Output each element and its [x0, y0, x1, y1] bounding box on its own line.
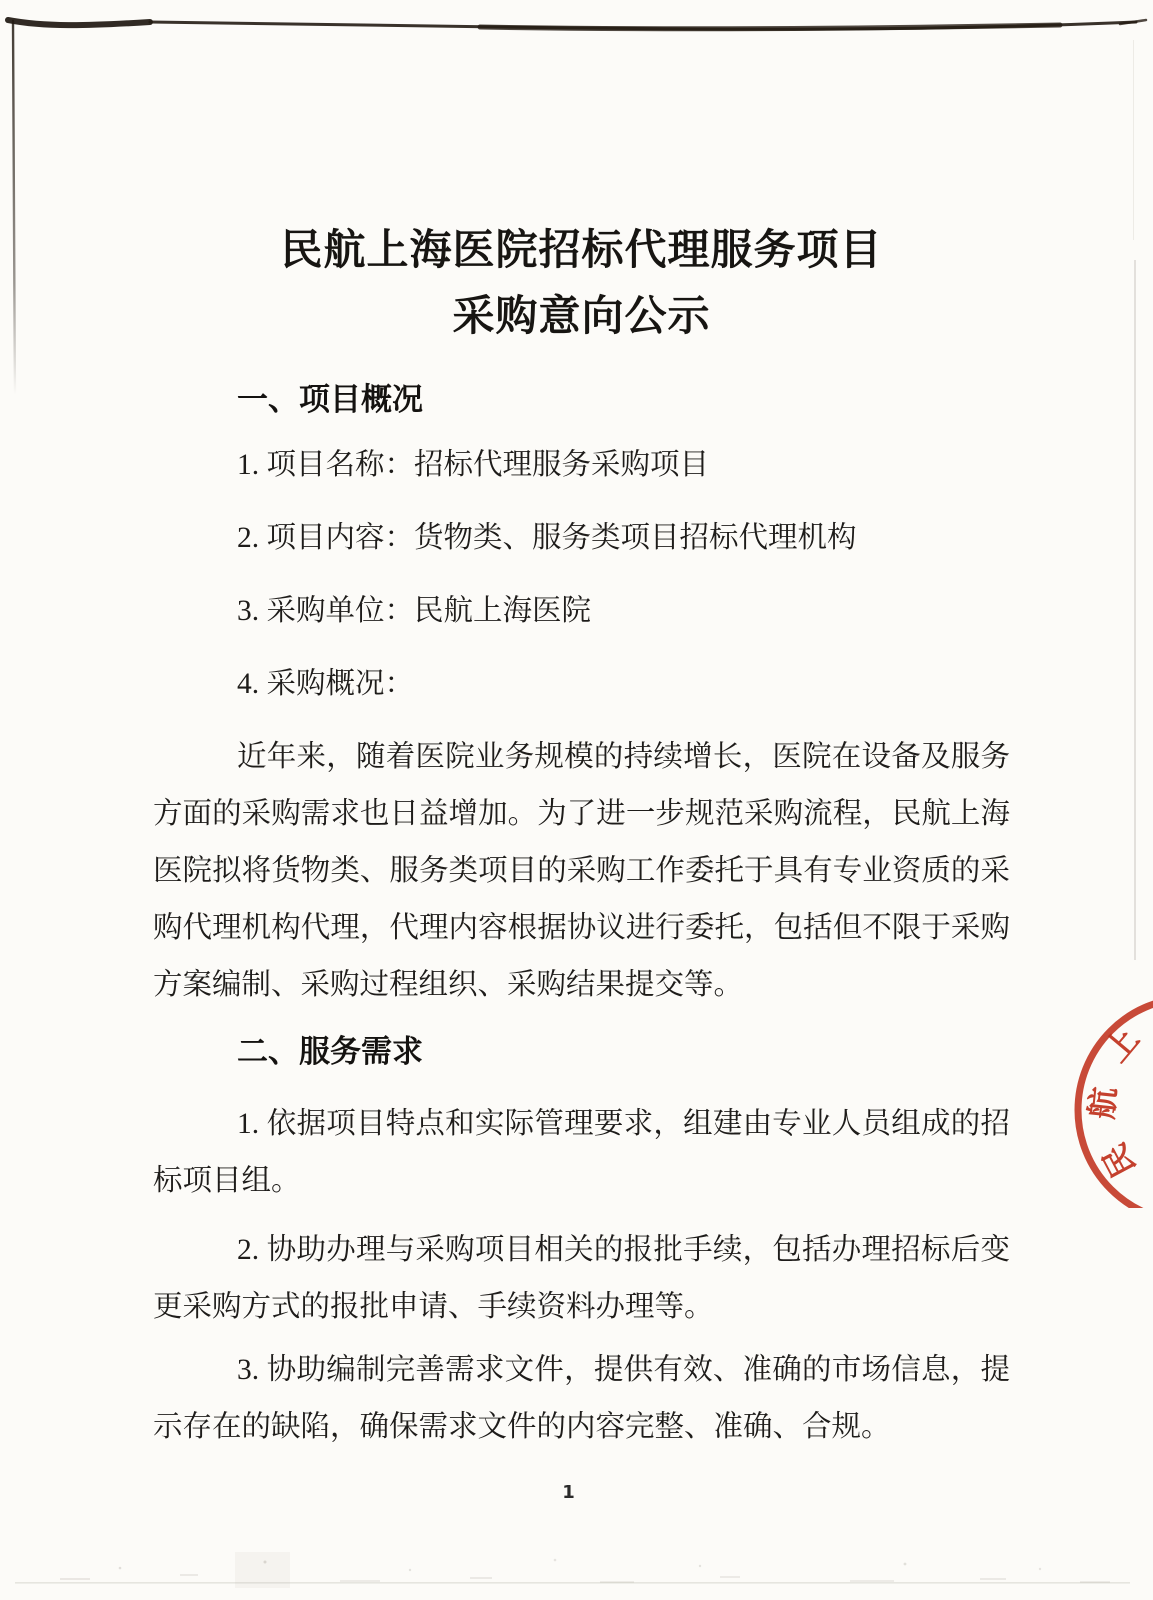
procurement-overview-paragraph: 近年来，随着医院业务规模的持续增长，医院在设备及服务方面的采购需求也日益增加。为了进一步规范采购流程，民航上海医院拟将货物类、服务类项目的采购工作委托于具有专业资质的采购代理机构代理，代理内容根据协议进行委托，包括但不限于采购方案编制、采购过程组织、采购结果提交等。 — [153, 741, 1010, 1001]
service-requirement-1: 1. 依据项目特点和实际管理要求，组建由专业人员组成的招标项目组。 — [153, 1108, 1010, 1197]
stamp-char-shang: 上 — [1097, 1020, 1146, 1069]
scan-artifact-right-edge-line — [1134, 260, 1136, 960]
title-line-1: 民航上海医院招标代理服务项目 — [280, 226, 883, 273]
item-project-content: 2. 项目内容：货物类、服务类项目招标代理机构 — [237, 522, 857, 554]
document-body — [153, 0, 1010, 1456]
section-heading-service-requirements: 二、服务需求 — [237, 1034, 423, 1069]
item-project-name: 1. 项目名称：招标代理服务采购项目 — [237, 449, 710, 481]
title-line-2: 采购意向公示 — [452, 292, 711, 339]
scan-artifact-right-edge-line-upper — [1133, 40, 1134, 240]
item-procuring-unit: 3. 采购单位：民航上海医院 — [237, 595, 592, 627]
page-number: 1 — [562, 1482, 575, 1503]
service-requirement-3: 3. 协助编制完善需求文件，提供有效、准确的市场信息，提示存在的缺陷，确保需求文件的内容完整、准确、合规。 — [153, 1354, 1010, 1443]
scan-artifact-bottom-noise — [0, 1550, 1153, 1600]
section-heading-project-overview: 一、项目概况 — [237, 382, 423, 417]
item-procurement-overview-label: 4. 采购概况： — [237, 668, 415, 700]
stamp-char-min: 民 — [1095, 1137, 1143, 1184]
stamp-char-hang: 航 — [1083, 1085, 1123, 1121]
red-official-stamp — [1036, 982, 1153, 1208]
document-title — [153, 217, 1010, 349]
service-requirement-2: 2. 协助办理与采购项目相关的报批手续，包括办理招标后变更采购方式的报批申请、手续资料办理等。 — [153, 1234, 1010, 1323]
